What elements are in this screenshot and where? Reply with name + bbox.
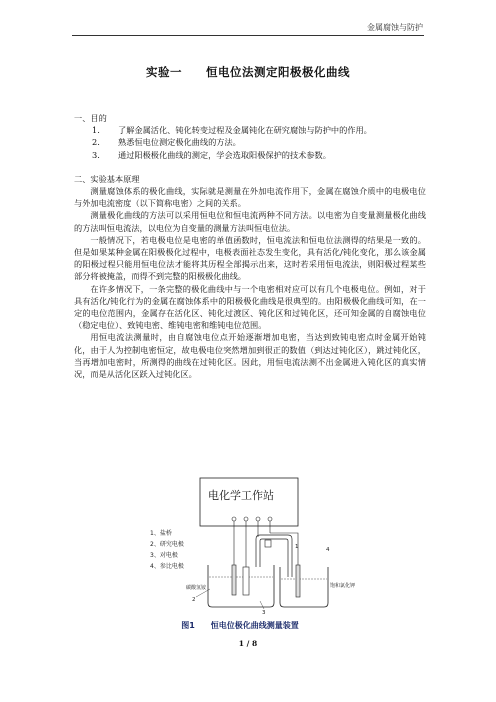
callout-2: 2	[192, 597, 196, 603]
callout-1: 1	[295, 544, 299, 550]
counter-electrode	[243, 567, 249, 595]
list-item-text: 了解金属活化、钝化转变过程及金属钝化在研究腐蚀与防护中的作用。	[118, 125, 372, 136]
figure-caption-text: 恒电位极化曲线测量装置	[210, 621, 299, 630]
paragraph: 测量腐蚀体系的极化曲线，实际就是测量在外加电流作用下，金属在腐蚀介质中的电极电位与外加电流密度（以下简称电密）之间的关系。	[74, 186, 426, 209]
callout-numbers	[192, 544, 330, 616]
list-item-number: 2.	[92, 137, 100, 148]
list-item-text: 通过阳极极化曲线的测定，学会选取阳极保护的技术参数。	[118, 149, 331, 160]
legend-item: 1、盐桥	[150, 530, 172, 537]
experiment-name: 恒电位法测定阳极极化曲线	[206, 65, 350, 79]
figure-number: 图1	[181, 621, 195, 630]
section-heading-purpose: 一、目的	[74, 113, 107, 123]
left-solution-label: 碳酸氢铵	[186, 585, 207, 591]
callout-3: 3	[262, 610, 266, 616]
figure-caption	[0, 620, 496, 631]
list-item	[74, 136, 426, 148]
page-header-text: 金属腐蚀与防护	[367, 23, 423, 32]
paragraph: 测量极化曲线的方法可以采用恒电位和恒电流两种不同方法。以电密为自变量测量极化曲线的方法叫恒电流法，以电位为自变量的测量方法叫恒电位法。	[74, 210, 426, 233]
section-heading-principle: 二、实验基本原理	[74, 173, 140, 184]
workstation-box	[200, 478, 298, 526]
legend-item: 2、研究电极	[150, 541, 184, 548]
list-item-number: 1.	[92, 125, 100, 136]
document-body	[74, 112, 426, 380]
right-solution-label: 饱和氯化钾	[330, 583, 356, 589]
document-title	[0, 64, 496, 80]
apparatus-figure	[148, 477, 356, 616]
working-electrode	[232, 565, 236, 595]
workstation-label: 电化学工作站	[208, 489, 274, 502]
callout-4: 4	[326, 547, 330, 553]
paragraph: 在许多情况下，一条完整的极化曲线中与一个电密相对应可以有几个电极电位。例如，对于具有活化/钝化行为的金属在腐蚀体系中的阳极极化曲线是很典型的。由阳极极化曲线可知，在一定的电位范围内，金属存在活化区、钝化过渡区、钝化区和过钝化区，还可知金属的自腐蚀电位（稳定电位）、致钝电密、维钝电密和维钝电位范围。	[74, 283, 426, 331]
header-rule	[72, 35, 424, 36]
paragraph: 用恒电流法测量时，由自腐蚀电位点开始逐渐增加电密，当达到致钝电密点时金属开始钝化，由于人为控制电密恒定，故电极电位突然增加到很正的数值（到达过钝化区），跳过钝化区，当再增加电密时，所测得的曲线在过钝化区。因此，用恒电流法测不出金属进入钝化区的真实情况，而是从活化区跃入过钝化区。	[74, 332, 426, 380]
legend-item: 3、对电极	[150, 552, 178, 559]
figure-legend	[150, 529, 184, 570]
right-beaker	[280, 567, 328, 607]
list-item-text: 熟悉恒电位测定极化曲线的方法。	[118, 137, 241, 148]
page-number: 1 / 8	[238, 639, 258, 648]
paragraph: 一般情况下，若电极电位是电密的单值函数时，恒电流法和恒电位法测得的结果是一致的。但是如果某种金属在阳极极化过程中，电极表面社态发生变化，具有活化/钝化变化，那么该金属的阳极过程只能用恒电位法才能将其历程全部揭示出来，这时若采用恒电流法，则阳极过程某些部分将被掩盖，而得不到完整的阳极极化曲线。	[74, 234, 426, 282]
salt-bridge-stopper	[265, 540, 271, 547]
left-beaker	[208, 565, 274, 607]
list-item-number: 3.	[92, 149, 100, 160]
experiment-number: 实验一	[146, 65, 182, 79]
list-item	[74, 124, 426, 136]
list-item	[74, 149, 426, 161]
legend-item: 4、参比电极	[150, 563, 184, 570]
reference-electrode	[296, 565, 300, 597]
